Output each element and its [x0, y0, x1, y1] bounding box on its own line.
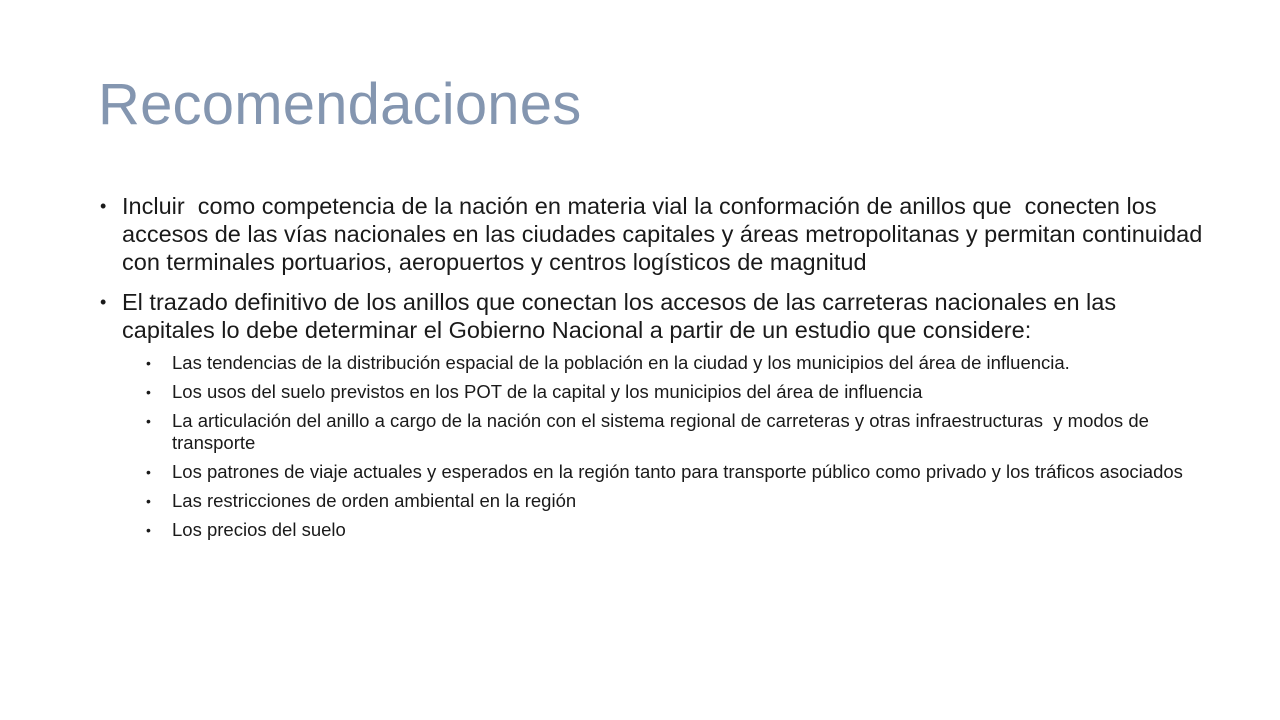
bullet-item — [100, 192, 1210, 276]
sub-bullet-list — [122, 352, 1210, 541]
sub-bullet-text: Las tendencias de la distribución espacial de la población en la ciudad y los municipios del área de influencia. — [172, 352, 1070, 373]
slide-title: Recomendaciones — [98, 72, 582, 137]
sub-bullet-item — [146, 519, 1210, 541]
sub-bullet-icon: • — [146, 493, 151, 509]
sub-bullet-text: Los precios del suelo — [172, 519, 346, 540]
sub-bullet-item — [146, 490, 1210, 512]
sub-bullet-item — [146, 410, 1210, 454]
bullet-text: Incluir como competencia de la nación en materia vial la conformación de anillos que conecten los accesos de las vías nacionales en las ciudades capitales y áreas metropolitanas y permitan continuidad con terminales portuarios, aeropuertos y centros logísticos de magnitud — [122, 193, 1209, 275]
sub-bullet-icon: • — [146, 355, 151, 371]
bullet-item — [100, 288, 1210, 541]
sub-bullet-text: Los patrones de viaje actuales y esperados en la región tanto para transporte público como privado y los tráficos asociados — [172, 461, 1183, 482]
sub-bullet-text: Las restricciones de orden ambiental en la región — [172, 490, 577, 511]
sub-bullet-icon: • — [146, 384, 151, 400]
sub-bullet-icon: • — [146, 522, 151, 538]
sub-bullet-icon: • — [146, 413, 151, 429]
sub-bullet-item — [146, 381, 1210, 403]
sub-bullet-item — [146, 352, 1210, 374]
bullet-icon: • — [100, 196, 107, 216]
bullet-list — [100, 192, 1210, 541]
bullet-icon: • — [100, 292, 107, 312]
slide-content — [100, 192, 1210, 553]
sub-bullet-text: La articulación del anillo a cargo de la nación con el sistema regional de carreteras y otras infraestructuras y modos de transporte — [172, 410, 1155, 453]
sub-bullet-text: Los usos del suelo previstos en los POT de la capital y los municipios del área de influencia — [172, 381, 923, 402]
bullet-text: El trazado definitivo de los anillos que conectan los accesos de las carreteras nacionales en las capitales lo debe determinar el Gobierno Nacional a partir de un estudio que considere: — [122, 289, 1123, 343]
sub-bullet-item — [146, 461, 1210, 483]
sub-bullet-icon: • — [146, 464, 151, 480]
